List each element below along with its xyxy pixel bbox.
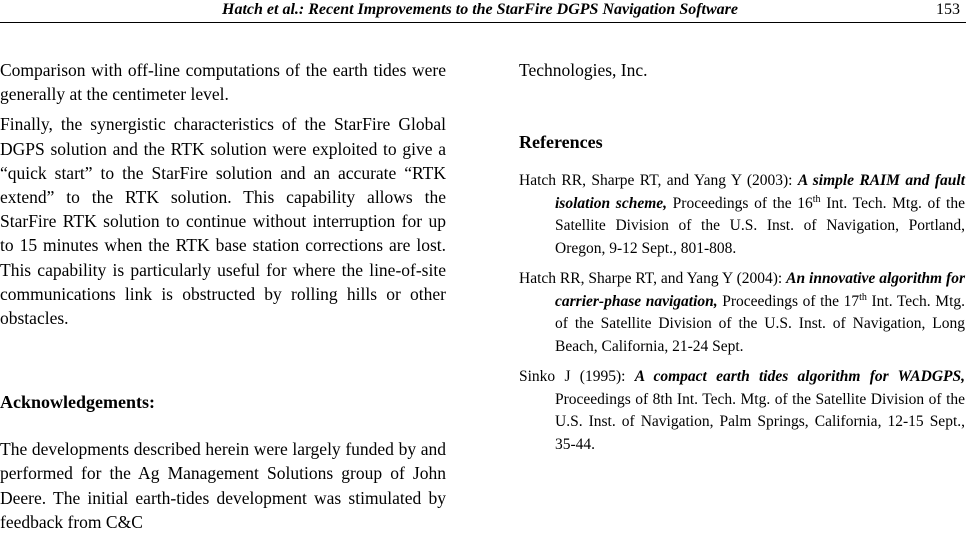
running-title: Hatch et al.: Recent Improvements to the StarFire DGPS Navigation Software <box>222 1 738 18</box>
reference-details-cont: Int. Tech. Mtg. of the Satellite Division of the U.S. Inst. of Navigation, Long Beach, California, 21-24 Sept. <box>555 292 965 355</box>
paragraph-rtk-extend: Finally, the synergistic characteristics of the StarFire Global DGPS solution and the RTK solution were exploited to give a “quick start” to the StarFire solution and an accurate “RTK extend” to the RTK solution. This capability allows the StarFire RTK solution to continue without interruption for up to 15 minutes when the RTK base station corrections are lost. This capability is particularly useful for where the line-of-site communications link is obstructed by rolling hills or other obstacles. <box>0 114 446 329</box>
reference-item <box>519 366 965 456</box>
reference-authors: Hatch RR, Sharpe RT, and Yang Y (2003): <box>519 172 798 190</box>
reference-authors: Hatch RR, Sharpe RT, and Yang Y (2004): <box>519 270 787 288</box>
reference-authors: Sinko J (1995): <box>519 368 635 386</box>
reference-title: An innovative algorithm for carrier-phase navigation, <box>555 270 965 310</box>
reference-item <box>519 268 965 358</box>
ordinal-superscript: th <box>859 291 867 303</box>
reference-details: Proceedings of 8th Int. Tech. Mtg. of the Satellite Division of the U.S. Inst. of Navigation, Palm Springs, California, 12-15 Sept., 35-44. <box>555 390 965 453</box>
reference-item <box>519 170 965 260</box>
paragraph-earth-tides: Comparison with off-line computations of the earth tides were generally at the centimeter level. <box>0 60 446 105</box>
reference-title: A simple RAIM and fault isolation scheme, <box>555 172 966 212</box>
continued-text: Technologies, Inc. <box>519 60 648 80</box>
page-header <box>0 0 966 23</box>
references-heading: References <box>519 132 603 153</box>
reference-title: A compact earth tides algorithm for WADGPS, <box>634 368 965 386</box>
reference-details: Proceedings of the 17 <box>717 292 860 310</box>
right-column <box>519 58 965 464</box>
acknowledgements-heading: Acknowledgements: <box>0 392 155 413</box>
reference-details: Proceedings of the 16 <box>667 194 813 212</box>
page-number: 153 <box>936 1 960 18</box>
ordinal-superscript: th <box>812 193 821 205</box>
reference-details-cont: Int. Tech. Mtg. of the Satellite Division of the U.S. Inst. of Navigation, Portland, Oregon, 9-12 Sept., 801-808. <box>555 194 965 257</box>
left-column <box>0 58 446 540</box>
acknowledgements-text: The developments described herein were largely funded by and performed for the Ag Management Solutions group of John Deere. The initial earth-tides development was stimulated by feedback from C&C <box>0 439 446 532</box>
